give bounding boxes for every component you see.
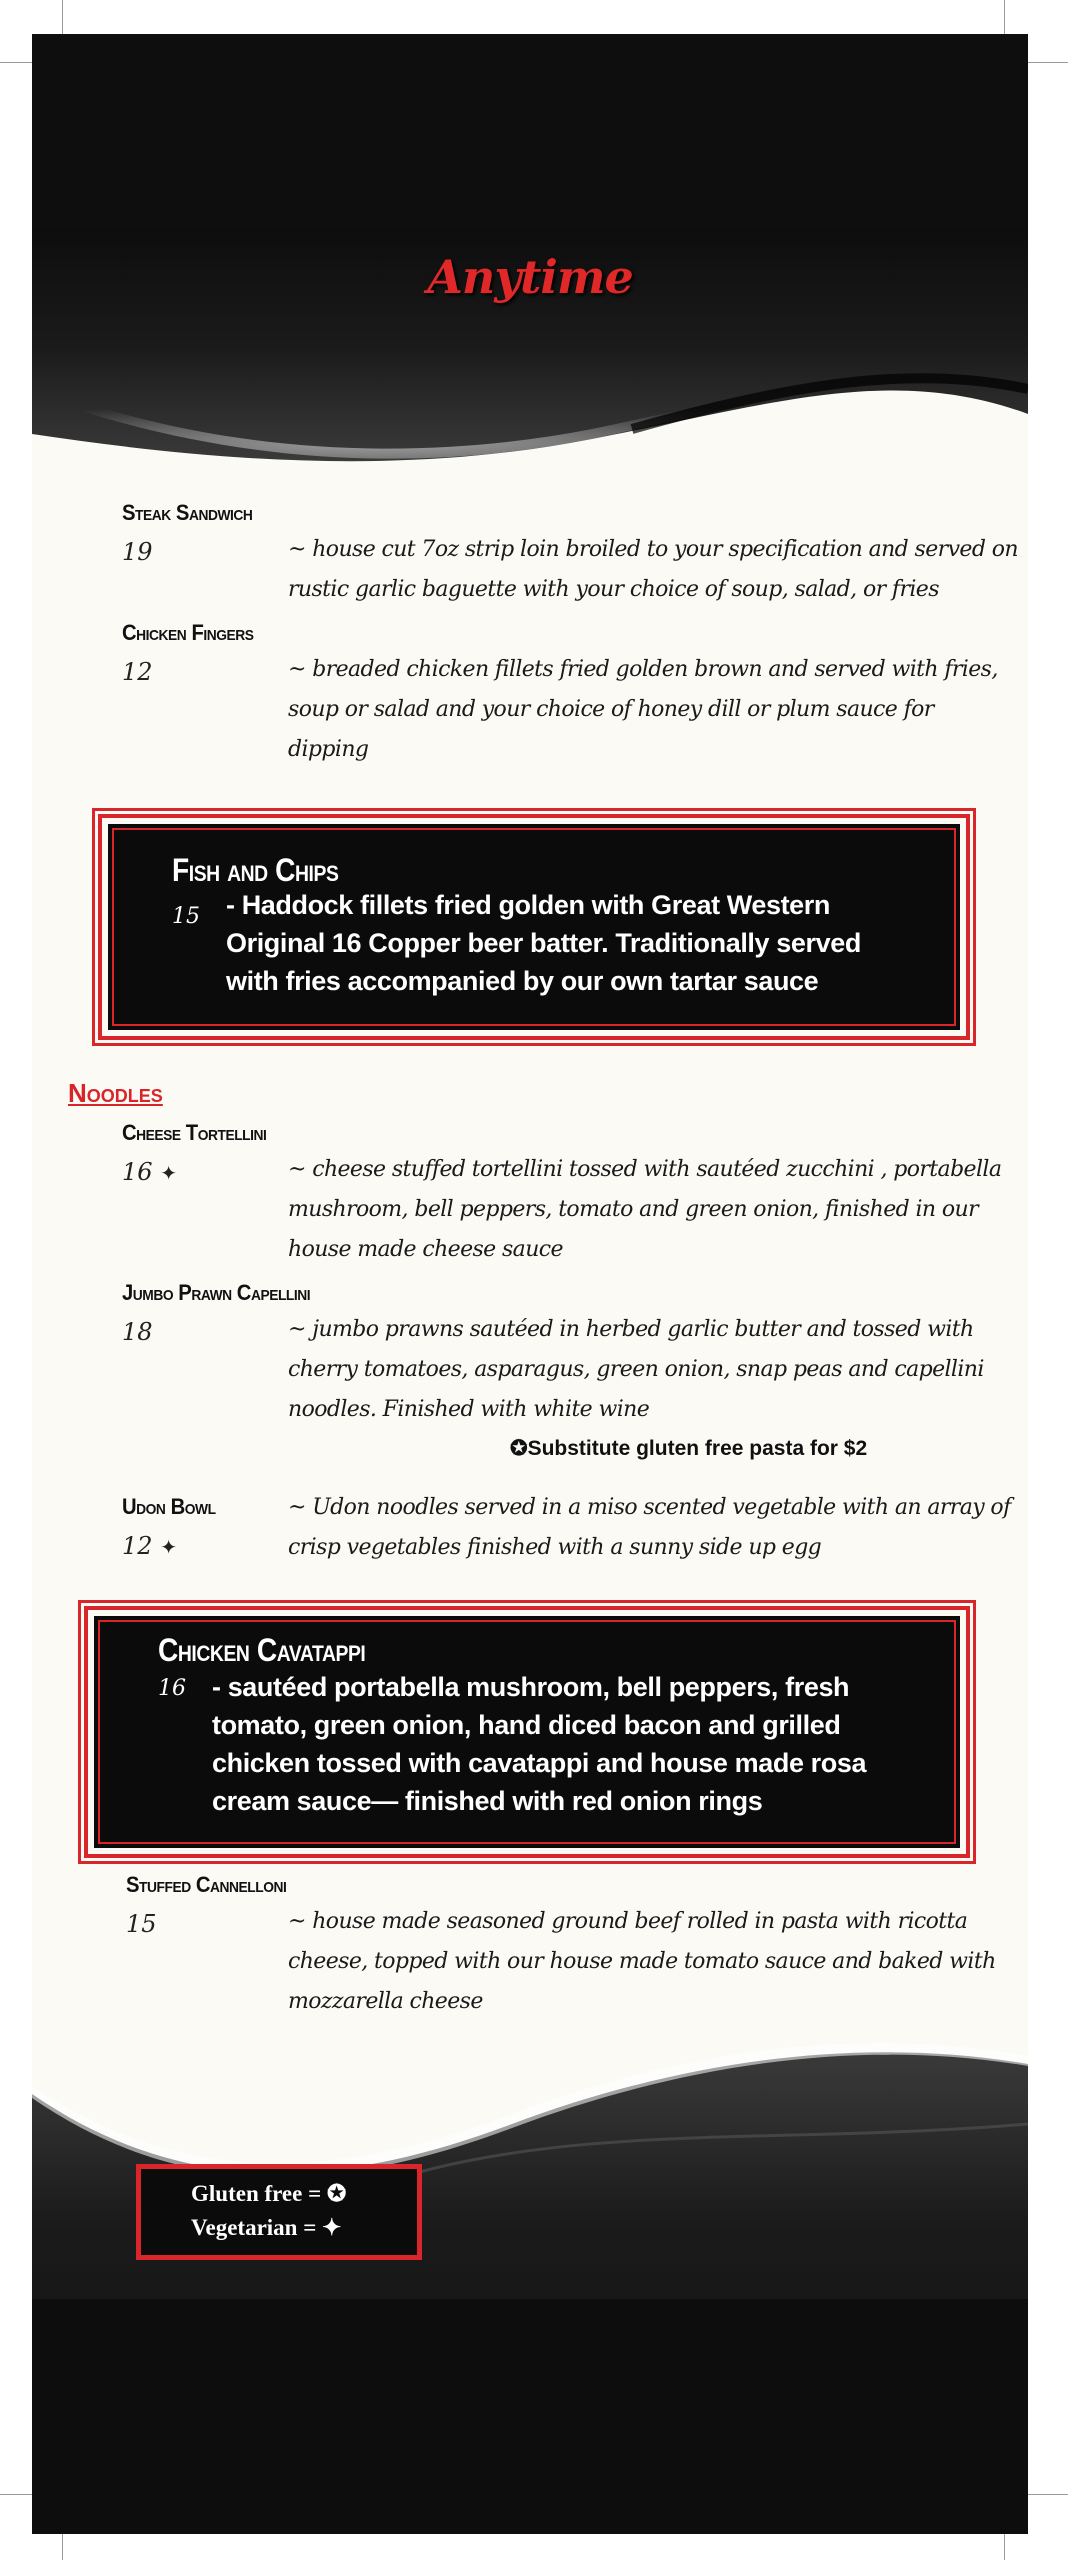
featured-price: 16 — [158, 1676, 186, 1701]
gluten-free-note: ✪Substitute gluten free pasta for $2 — [510, 1437, 868, 1460]
dietary-legend — [136, 2164, 422, 2260]
item-name: Chicken Fingers — [122, 620, 254, 645]
menu-page — [32, 34, 1028, 2534]
desc-line: tomato, green onion, hand diced bacon and grilled — [212, 1710, 841, 1740]
item-name: Steak Sandwich — [122, 500, 253, 525]
price-value: 16 — [122, 1158, 153, 1186]
featured-name: Chicken Cavatappi — [158, 1632, 366, 1668]
item-name: Stuffed Cannelloni — [126, 1872, 287, 1897]
item-name: Udon Bowl — [122, 1494, 216, 1519]
desc-line: ~ Udon noodles served in a miso scented vegetable with an array of — [288, 1495, 1011, 1520]
vegetarian-icon: ✦ — [160, 1535, 177, 1559]
desc-line: cheese, topped with our house made tomato sauce and baked with — [288, 1949, 996, 1974]
featured-name: Fish and Chips — [172, 852, 339, 888]
item-price: 12 — [122, 658, 153, 686]
item-name: Cheese Tortellini — [122, 1120, 267, 1145]
desc-line: mushroom, bell peppers, tomato and green onion, finished in our — [288, 1197, 979, 1222]
desc-line: chicken tossed with cavatappi and house made rosa — [212, 1748, 867, 1778]
crop-mark — [1024, 62, 1068, 63]
featured-chicken-cavatappi-box — [94, 1616, 960, 1848]
item-description — [288, 1310, 984, 1430]
desc-line: ~ breaded chicken fillets fried golden brown and served with fries, — [288, 657, 998, 682]
featured-price: 15 — [172, 904, 200, 929]
legend-vegetarian: Vegetarian = ✦ — [191, 2215, 342, 2240]
desc-line: - Haddock fillets fried golden with Great Western — [226, 890, 830, 920]
vegetarian-icon: ✦ — [160, 1161, 177, 1185]
desc-line: crisp vegetables finished with a sunny side up egg — [288, 1535, 822, 1560]
legend-gluten-free: Gluten free = ✪ — [191, 2181, 347, 2206]
featured-description — [212, 1668, 866, 1820]
desc-line: ~ house made seasoned ground beef rolled in pasta with ricotta — [288, 1909, 968, 1934]
item-price: 19 — [122, 538, 153, 566]
desc-line: soup or salad and your choice of honey dill or plum sauce for — [288, 697, 934, 722]
price-value: 12 — [122, 1532, 153, 1560]
section-title-noodles: Noodles — [68, 1078, 163, 1108]
item-description — [288, 530, 1018, 610]
desc-line: - sautéed portabella mushroom, bell peppers, fresh — [212, 1672, 850, 1702]
menu-title: Anytime — [427, 250, 633, 304]
item-price — [122, 1158, 177, 1186]
item-description — [288, 650, 998, 770]
desc-line: noodles. Finished with white wine — [288, 1397, 650, 1422]
desc-line: ~ jumbo prawns sautéed in herbed garlic butter and tossed with — [288, 1317, 974, 1342]
desc-line: mozzarella cheese — [288, 1989, 483, 2014]
desc-line: cherry tomatoes, asparagus, green onion, snap peas and capellini — [288, 1357, 984, 1382]
desc-line: rustic garlic baguette with your choice of soup, salad, or fries — [288, 577, 939, 602]
desc-line: cream sauce— finished with red onion rings — [212, 1786, 763, 1816]
item-price: 15 — [126, 1910, 157, 1938]
item-name: Jumbo Prawn Capellini — [122, 1280, 311, 1305]
item-description — [288, 1488, 1011, 1568]
item-description — [288, 1902, 996, 2022]
item-price — [122, 1532, 177, 1560]
item-description — [288, 1150, 1001, 1270]
crop-mark — [1024, 2494, 1068, 2495]
item-price: 18 — [122, 1318, 153, 1346]
desc-line: dipping — [288, 737, 369, 762]
desc-line: ~ cheese stuffed tortellini tossed with sautéed zucchini , portabella — [288, 1157, 1002, 1182]
desc-line: ~ house cut 7oz strip loin broiled to your specification and served on — [288, 537, 1018, 562]
desc-line: Original 16 Copper beer batter. Traditionally served — [226, 928, 861, 958]
featured-fish-and-chips-box — [108, 824, 960, 1030]
desc-line: house made cheese sauce — [288, 1237, 563, 1262]
featured-description — [226, 886, 861, 1000]
desc-line: with fries accompanied by our own tartar sauce — [226, 966, 819, 996]
